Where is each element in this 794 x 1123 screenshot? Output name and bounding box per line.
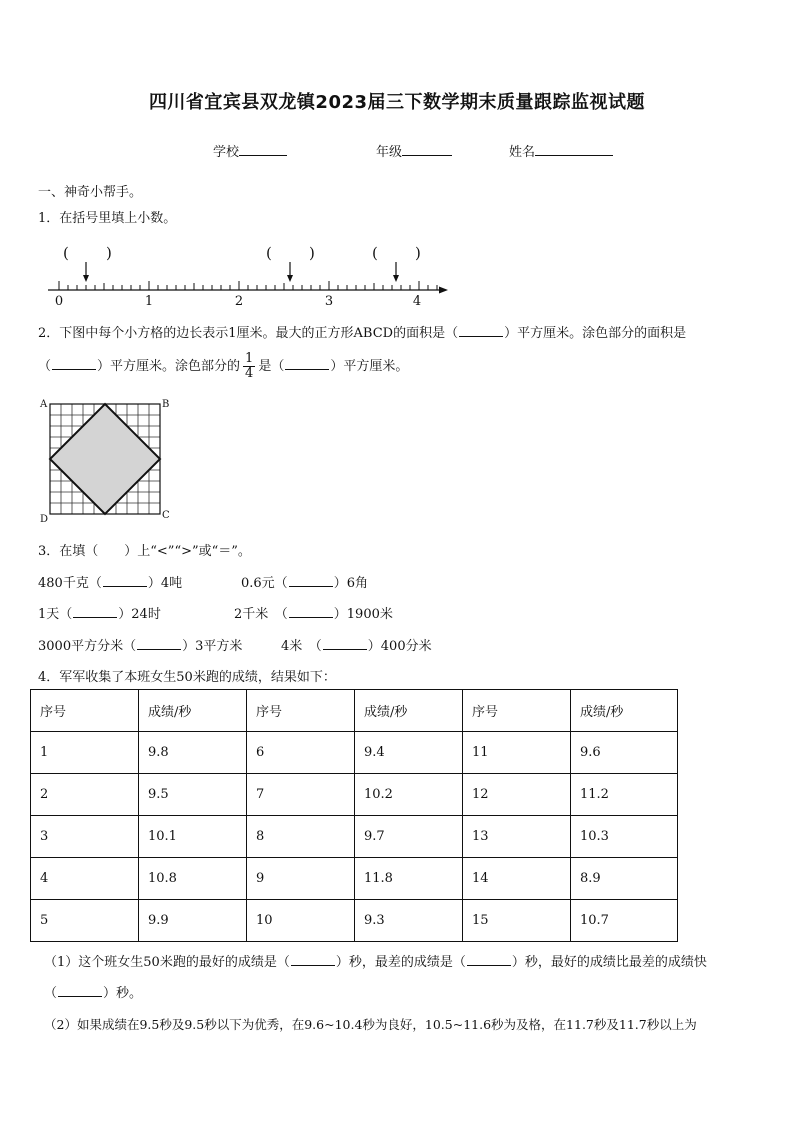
fraction-numerator: 1	[245, 351, 254, 366]
table-cell: 9.5	[139, 774, 247, 816]
q4-sub1-text-d-pre: （	[44, 986, 58, 1001]
header-cell: 成绩/秒	[139, 690, 247, 732]
tick-label-4: 4	[412, 294, 422, 309]
paren-open-1: (	[63, 244, 69, 262]
question-4-sub-1-line-1	[44, 951, 707, 970]
table-cell: 9.7	[355, 816, 463, 858]
table-cell: 5	[31, 900, 139, 942]
tick-label-2: 2	[234, 294, 244, 309]
compare-3a-right: ）3平方米	[182, 639, 243, 654]
name-field[interactable]	[509, 141, 613, 160]
table-cell: 10.8	[139, 858, 247, 900]
table-cell: 4	[31, 858, 139, 900]
table-cell: 9.8	[139, 732, 247, 774]
fraction-one-quarter	[243, 352, 255, 381]
table-cell: 3	[31, 816, 139, 858]
table-row	[31, 858, 678, 900]
compare-row-2a	[38, 603, 161, 622]
q4-sub1-text-d: ）秒。	[103, 986, 143, 1001]
question-2-line-1	[38, 322, 686, 341]
q4-sub1-text-c: ）秒，最好的成绩比最差的成绩快	[511, 955, 707, 970]
question-4-text: 4．军军收集了本班女生50米跑的成绩，结果如下：	[38, 670, 336, 685]
school-field[interactable]	[213, 141, 287, 160]
table-cell: 8.9	[571, 858, 678, 900]
compare-blank-1a[interactable]	[103, 574, 147, 587]
paren-close-3: )	[415, 244, 421, 262]
answer-blank-best-time[interactable]	[291, 953, 335, 966]
table-cell: 2	[31, 774, 139, 816]
table-cell: 11.8	[355, 858, 463, 900]
number-line	[40, 238, 460, 310]
paren-open-3: (	[372, 244, 378, 262]
q2-text-f: ）平方厘米。	[330, 359, 409, 374]
q4-sub1-text-b: ）秒，最差的成绩是（	[335, 955, 466, 970]
question-4-sub-1-line-2	[44, 982, 142, 1001]
question-3-text: 3．在填（ ）上“<”“>”或“＝”。	[38, 544, 251, 559]
paren-open-2: (	[266, 244, 272, 262]
compare-blank-3b[interactable]	[323, 637, 367, 650]
table-cell: 9.6	[571, 732, 678, 774]
compare-blank-2b[interactable]	[289, 605, 333, 618]
tick-label-1: 1	[144, 294, 154, 309]
question-2-line-2	[38, 352, 408, 381]
paren-close-1: )	[106, 244, 112, 262]
table-cell: 13	[463, 816, 571, 858]
table-cell: 11.2	[571, 774, 678, 816]
grade-label: 年级	[376, 145, 403, 160]
page-title: 四川省宜宾县双龙镇2023届三下数学期末质量跟踪监视试题	[148, 92, 646, 113]
compare-1b-left: 0.6元（	[241, 576, 288, 591]
question-1-text: 1．在括号里填上小数。	[38, 211, 177, 226]
table-row	[31, 816, 678, 858]
header-cell: 序号	[31, 690, 139, 732]
q4-sub1-text-a: （1）这个班女生50米跑的最好的成绩是（	[44, 955, 290, 970]
vertex-label-c: C	[162, 510, 170, 521]
compare-2b-right: ）1900米	[333, 607, 393, 622]
q2-text-c: （	[38, 359, 52, 374]
school-label: 学校	[213, 145, 240, 160]
compare-2b-left: 2千米 （	[234, 607, 288, 622]
header-cell: 成绩/秒	[355, 690, 463, 732]
compare-1b-right: ）6角	[333, 576, 368, 591]
vertex-label-b: B	[162, 399, 170, 410]
answer-blank-quarter-area[interactable]	[285, 357, 329, 370]
compare-row-3b	[281, 635, 432, 654]
header-cell: 序号	[247, 690, 355, 732]
q2-text-d: ）平方厘米。涂色部分的	[97, 359, 241, 374]
table-cell: 9.4	[355, 732, 463, 774]
score-table	[30, 689, 678, 942]
table-cell: 7	[247, 774, 355, 816]
grid-square-figure	[36, 396, 178, 526]
answer-blank-worst-time[interactable]	[467, 953, 511, 966]
compare-row-1b	[241, 572, 368, 591]
section-heading: 一、神奇小帮手。	[38, 185, 143, 200]
answer-blank-square-area[interactable]	[459, 324, 503, 337]
table-row	[31, 774, 678, 816]
header-cell: 成绩/秒	[571, 690, 678, 732]
table-cell: 12	[463, 774, 571, 816]
table-cell: 11	[463, 732, 571, 774]
header-cell: 序号	[463, 690, 571, 732]
table-cell: 10.7	[571, 900, 678, 942]
compare-3b-right: ）400分米	[367, 639, 432, 654]
name-label: 姓名	[509, 145, 536, 160]
table-cell: 9.3	[355, 900, 463, 942]
answer-blank-time-difference[interactable]	[58, 984, 102, 997]
table-cell: 10.2	[355, 774, 463, 816]
compare-blank-2a[interactable]	[73, 605, 117, 618]
tick-label-3: 3	[324, 294, 334, 309]
table-cell: 1	[31, 732, 139, 774]
compare-blank-1b[interactable]	[289, 574, 333, 587]
table-cell: 15	[463, 900, 571, 942]
table-cell: 14	[463, 858, 571, 900]
table-row	[31, 732, 678, 774]
compare-1a-left: 480千克（	[38, 576, 102, 591]
table-cell: 10.3	[571, 816, 678, 858]
table-cell: 10	[247, 900, 355, 942]
compare-3b-left: 4米 （	[281, 639, 322, 654]
compare-3a-left: 3000平方分米（	[38, 639, 137, 654]
table-row	[31, 900, 678, 942]
compare-1a-right: ）4吨	[147, 576, 183, 591]
answer-blank-shaded-area[interactable]	[52, 357, 96, 370]
table-cell: 8	[247, 816, 355, 858]
q2-text-a: 2．下图中每个小方格的边长表示1厘米。最大的正方形ABCD的面积是（	[38, 326, 459, 341]
tick-label-0: 0	[54, 294, 64, 309]
compare-row-3a	[38, 635, 242, 654]
fraction-denominator: 4	[245, 366, 254, 381]
compare-2a-left: 1天（	[38, 607, 73, 622]
school-blank[interactable]	[239, 142, 287, 156]
compare-2a-right: ）24时	[118, 607, 161, 622]
table-header-row	[31, 690, 678, 732]
grade-field[interactable]	[376, 141, 452, 160]
q2-text-b: ）平方厘米。涂色部分的面积是	[504, 326, 687, 341]
table-cell: 6	[247, 732, 355, 774]
table-cell: 10.1	[139, 816, 247, 858]
q2-text-e: 是（	[258, 359, 285, 374]
table-cell: 9	[247, 858, 355, 900]
vertex-label-d: D	[40, 514, 49, 525]
name-blank[interactable]	[535, 142, 613, 156]
table-cell: 9.9	[139, 900, 247, 942]
compare-row-1a	[38, 572, 182, 591]
compare-blank-3a[interactable]	[137, 637, 181, 650]
question-4-sub-2: （2）如果成绩在9.5秒及9.5秒以下为优秀，在9.6~10.4秒为良好，10.5~11.6秒为及格，在11.7秒及11.7秒以上为	[44, 1017, 697, 1032]
vertex-label-a: A	[40, 399, 48, 410]
paren-close-2: )	[309, 244, 315, 262]
grade-blank[interactable]	[402, 142, 452, 156]
compare-row-2b	[234, 603, 393, 622]
